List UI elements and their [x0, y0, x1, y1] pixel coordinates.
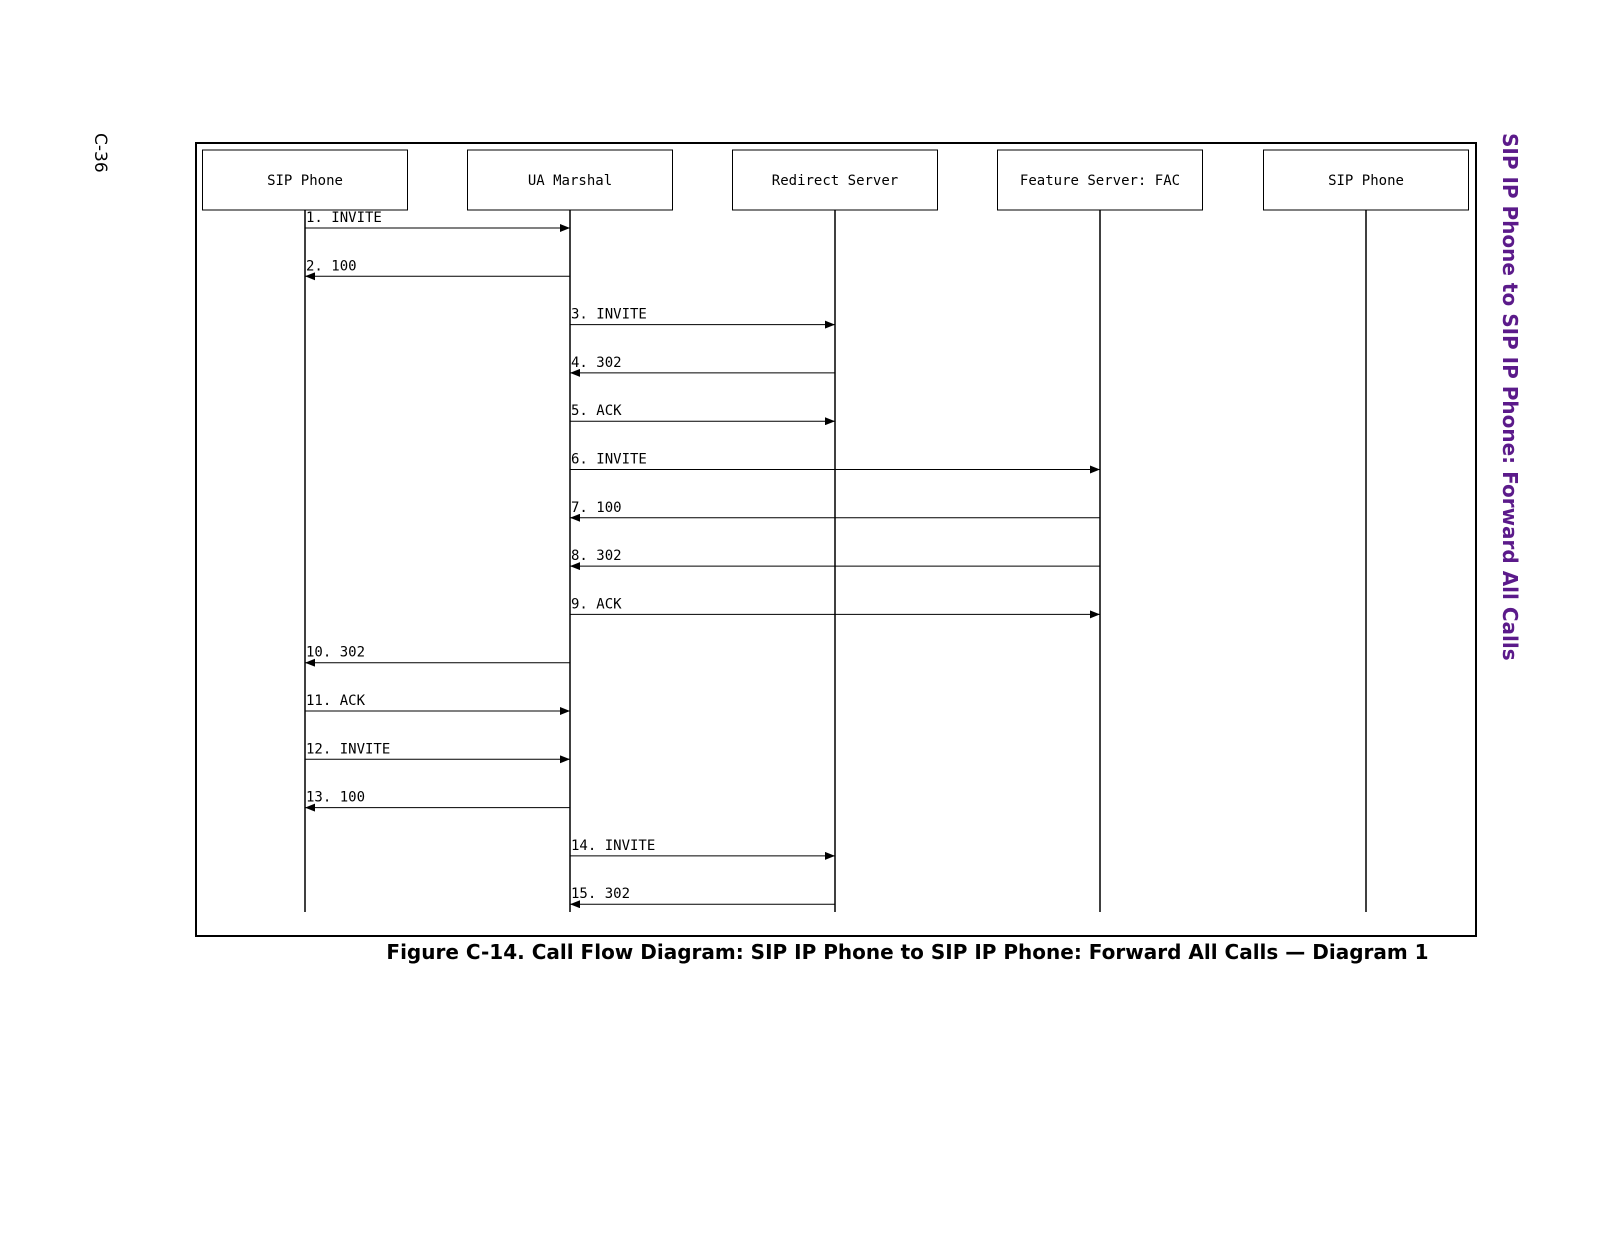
message-label: 5. ACK — [571, 403, 622, 420]
message-label: 12. INVITE — [306, 741, 391, 758]
message-14 — [570, 838, 835, 856]
participant-label: Redirect Server — [771, 173, 899, 189]
message-label: 11. ACK — [306, 693, 366, 709]
participant-1 — [468, 150, 673, 912]
figure-caption: Figure C-14. Call Flow Diagram: SIP IP Phone to SIP IP Phone: Forward All Calls — Diagram 1 — [386, 940, 1429, 964]
participant-4 — [1264, 150, 1469, 912]
message-label: 3. INVITE — [571, 306, 647, 323]
message-label: 6. INVITE — [571, 451, 647, 468]
message-13 — [305, 790, 570, 808]
participants — [203, 150, 1469, 912]
message-12 — [305, 741, 570, 759]
messages — [305, 210, 1100, 904]
message-3 — [570, 307, 835, 325]
side-title: SIP IP Phone to SIP IP Phone: Forward All Calls — [1498, 133, 1522, 661]
message-label: 13. 100 — [306, 789, 366, 806]
message-label: 7. 100 — [571, 499, 622, 516]
message-label: 14. INVITE — [571, 837, 656, 854]
participant-3 — [998, 150, 1203, 912]
participant-label: UA Marshal — [527, 173, 613, 189]
message-11 — [305, 693, 570, 711]
message-1 — [305, 210, 570, 228]
message-label: 8. 302 — [571, 548, 622, 565]
message-label: 15. 302 — [571, 886, 631, 903]
message-10 — [305, 645, 570, 663]
message-label: 2. 100 — [306, 258, 357, 275]
page-number: C-36 — [90, 133, 110, 173]
participant-0 — [203, 150, 408, 912]
participant-label: SIP Phone — [267, 173, 343, 189]
message-5 — [570, 403, 835, 421]
message-4 — [570, 355, 835, 373]
message-label: 4. 302 — [571, 354, 622, 371]
message-label: 9. ACK — [571, 596, 622, 613]
message-15 — [570, 886, 835, 904]
diagram-frame — [196, 143, 1476, 936]
participant-label: Feature Server: FAC — [1019, 173, 1181, 189]
message-label: 10. 302 — [306, 644, 366, 661]
participant-label: SIP Phone — [1328, 173, 1404, 189]
message-label: 1. INVITE — [306, 210, 382, 226]
message-2 — [305, 258, 570, 276]
participant-2 — [733, 150, 938, 912]
